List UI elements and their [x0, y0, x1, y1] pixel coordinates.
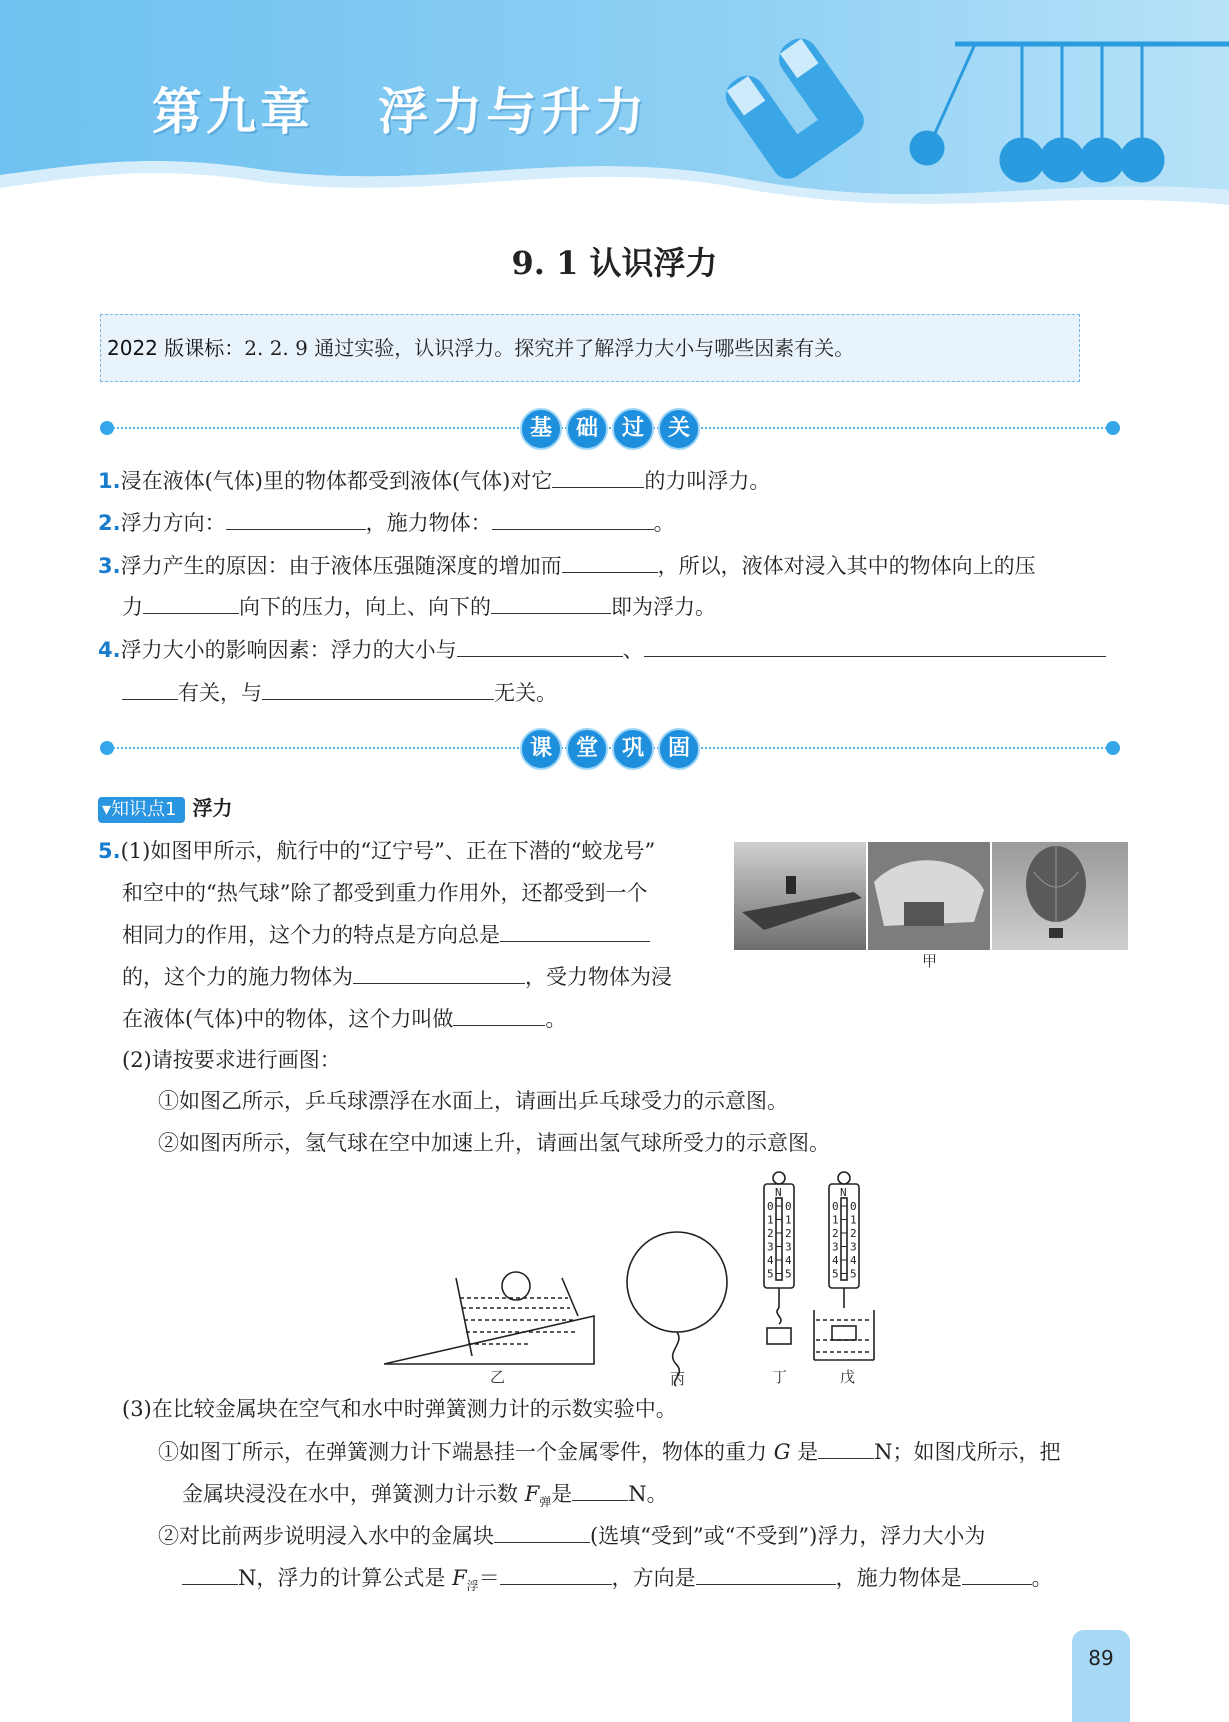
scale-tick-label: 3 — [850, 1240, 857, 1254]
answer-blank[interactable] — [143, 591, 239, 614]
answer-blank[interactable] — [552, 465, 644, 488]
answer-blank[interactable] — [457, 634, 623, 657]
badge-char: 关 — [658, 408, 700, 450]
question-5-part-2: (2)请按要求进行画图： — [122, 1048, 341, 1072]
answer-blank[interactable] — [491, 591, 611, 614]
scale-tick-label: 2 — [850, 1227, 857, 1240]
question-5-part-3b: ②对比前两步说明浸入水中的金属块 (选填“受到”或“不受到”)浮力，浮力大小为 — [158, 1520, 985, 1551]
scale-tick-label: 4 — [850, 1254, 857, 1267]
question-5-line-4: 的，这个力的施力物体为 ，受力物体为浸 — [122, 961, 672, 992]
answer-blank[interactable] — [644, 634, 1106, 657]
scale-tick-label: 4 — [832, 1254, 839, 1267]
badge-char: 础 — [566, 408, 608, 450]
question-3: 3.浮力产生的原因：由于液体压强随深度的增加而 ，所以，液体对浸入其中的物体向上的压 — [98, 550, 1036, 581]
question-5-part-2b: ②如图丙所示，氢气球在空中加速上升，请画出氢气球所受力的示意图。 — [158, 1131, 830, 1155]
answer-blank[interactable] — [572, 1478, 628, 1501]
answer-blank[interactable] — [453, 1003, 545, 1026]
scale-unit-label: N — [840, 1186, 847, 1199]
section-title: 9. 1 认识浮力 — [511, 244, 718, 282]
answer-blank[interactable] — [226, 507, 366, 530]
answer-blank[interactable] — [262, 677, 494, 700]
answer-blank[interactable] — [962, 1562, 1032, 1585]
scale-tick-label: 2 — [785, 1227, 792, 1240]
question-4-cont: 有关，与 无关。 — [122, 677, 557, 708]
section-divider-practice — [100, 728, 1120, 768]
submersible-photo — [868, 842, 990, 950]
figure-caption-wu: 戊 — [840, 1368, 856, 1386]
answer-blank[interactable] — [696, 1562, 836, 1585]
hot-air-balloon-photo — [992, 842, 1128, 950]
question-5-line-1: 5.(1)如图甲所示，航行中的“辽宁号”、正在下潜的“蛟龙号” — [98, 839, 656, 863]
figure-caption-ding: 丁 — [772, 1368, 788, 1386]
question-5-line-5: 在液体(气体)中的物体，这个力叫做 。 — [122, 1003, 566, 1034]
scale-tick-label: 5 — [832, 1267, 839, 1281]
page-number-tab — [1072, 1630, 1130, 1722]
question-5-part-3a-cont: 金属块浸没在水中，弹簧测力计示数 $F_弹$是 N。 — [182, 1478, 668, 1517]
answer-blank[interactable] — [818, 1436, 874, 1459]
question-5-part-3a: ①如图丁所示，在弹簧测力计下端悬挂一个金属零件，物体的重力 G 是 N；如图戊所示，把 — [158, 1436, 1061, 1467]
scale-tick-label: 0 — [767, 1200, 774, 1213]
scale-tick-label: 4 — [785, 1254, 792, 1267]
knowledge-point-name: 浮力 — [192, 796, 233, 820]
section-divider-basics — [100, 408, 1120, 448]
figure-bing-balloon — [627, 1232, 727, 1386]
badge-char: 基 — [520, 408, 562, 450]
question-5-part-2a: ①如图乙所示，乒乓球漂浮在水面上，请画出乒乓球受力的示意图。 — [158, 1089, 788, 1113]
photo-strip-jia — [734, 842, 1128, 950]
scale-tick-label: 0 — [785, 1200, 792, 1213]
question-5-part-3b-cont: N，浮力的计算公式是 $F_浮=$ ，方向是 ，施力物体是 。 — [182, 1562, 1053, 1601]
scale-tick-label: 1 — [785, 1213, 792, 1227]
knowledge-point-tag: ▾知识点1 — [98, 797, 185, 823]
badge-char: 堂 — [566, 728, 608, 770]
question-2: 2.浮力方向： ，施力物体： 。 — [98, 507, 675, 538]
scale-tick-label: 2 — [767, 1227, 774, 1240]
scale-unit-label: N — [775, 1186, 782, 1199]
answer-blank[interactable] — [500, 919, 650, 942]
figure-caption-bing: 丙 — [670, 1370, 686, 1388]
aircraft-carrier-photo — [734, 842, 866, 950]
answer-blank[interactable] — [494, 1520, 590, 1543]
badge-char: 过 — [612, 408, 654, 450]
standard-text: 2. 2. 9 通过实验，认识浮力。探究并了解浮力大小与哪些因素有关。 — [244, 336, 855, 360]
question-5-line-2: 和空中的“热气球”除了都受到重力作用外，还都受到一个 — [122, 881, 648, 905]
standard-label: 2022 版课标： — [107, 336, 245, 360]
answer-blank[interactable] — [492, 507, 654, 530]
figure-yi-incline-beaker — [384, 1272, 594, 1364]
answer-blank[interactable] — [500, 1562, 612, 1585]
scale-tick-label: 4 — [767, 1254, 774, 1267]
photo-caption: 甲 — [922, 952, 938, 970]
question-5-part-3: (3)在比较金属块在空气和水中时弹簧测力计的示数实验中。 — [122, 1397, 677, 1421]
figure-caption-yi: 乙 — [490, 1368, 506, 1386]
scale-tick-label: 3 — [785, 1240, 792, 1254]
question-4: 4.浮力大小的影响因素：浮力的大小与 、 — [98, 634, 1106, 665]
curriculum-standard-box — [100, 314, 1080, 382]
answer-blank[interactable] — [562, 550, 658, 573]
question-3-cont: 力 向下的压力，向上、向下的 即为浮力。 — [122, 591, 716, 622]
badge-char: 课 — [520, 728, 562, 770]
scale-tick-label: 0 — [832, 1200, 839, 1213]
figure-wu-spring-scale-water — [814, 1172, 874, 1360]
scale-tick-label: 5 — [850, 1267, 857, 1281]
answer-blank[interactable] — [122, 677, 178, 700]
scale-tick-label: 5 — [767, 1267, 774, 1281]
scale-tick-label: 1 — [767, 1213, 774, 1227]
scale-tick-label: 1 — [832, 1213, 839, 1227]
answer-blank[interactable] — [182, 1562, 238, 1585]
scale-tick-label: 0 — [850, 1200, 857, 1213]
page-number: 89 — [1088, 1646, 1114, 1670]
answer-blank[interactable] — [353, 961, 525, 984]
badge-char: 固 — [658, 728, 700, 770]
scale-tick-label: 1 — [850, 1213, 857, 1227]
badge-char: 巩 — [612, 728, 654, 770]
scale-tick-label: 3 — [832, 1240, 839, 1254]
question-5-line-3: 相同力的作用，这个力的特点是方向总是 — [122, 919, 650, 950]
scale-tick-label: 2 — [832, 1227, 839, 1240]
figure-diagrams — [380, 1168, 900, 1390]
question-1: 1.浸在液体(气体)里的物体都受到液体(气体)对它 的力叫浮力。 — [98, 465, 770, 496]
scale-tick-label: 3 — [767, 1240, 774, 1254]
scale-tick-label: 5 — [785, 1267, 792, 1281]
chapter-title: 第九章 浮力与升力 — [152, 83, 649, 141]
knowledge-point-heading — [98, 792, 233, 823]
